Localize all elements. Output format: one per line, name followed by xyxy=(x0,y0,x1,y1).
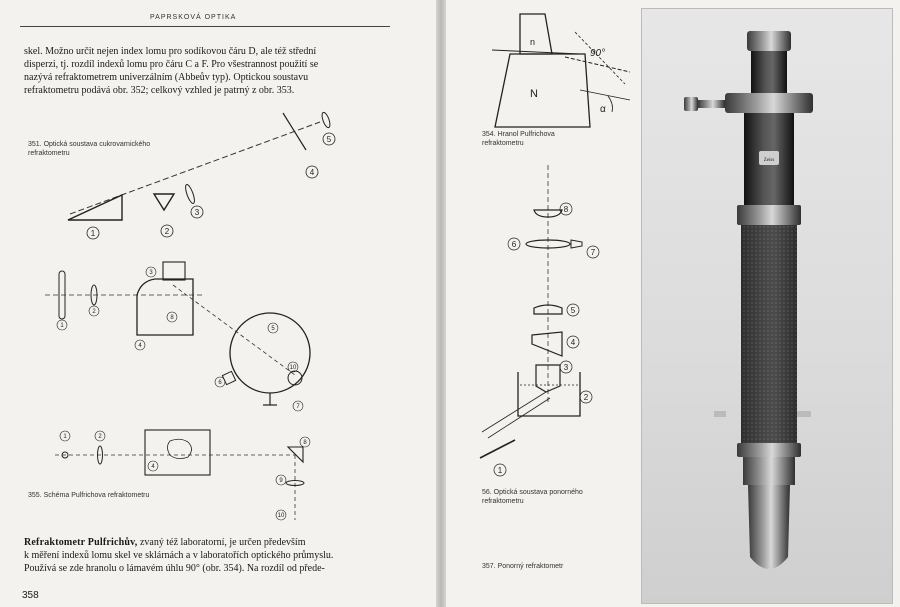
refractometer-illustration xyxy=(642,9,893,604)
left-pin xyxy=(714,411,726,417)
prism-1 xyxy=(68,195,122,220)
side-knob-shaft xyxy=(698,100,725,108)
label-9: 9 xyxy=(279,478,283,484)
bottom-paragraph-text: zvaný též laboratorní, je určen především xyxy=(139,537,306,548)
label-8: 8 xyxy=(563,205,569,214)
label-6: 6 xyxy=(218,380,222,386)
caption-line: refraktometru xyxy=(482,140,524,147)
bottom-paragraph xyxy=(24,536,389,575)
label-angle: 90° xyxy=(590,48,606,59)
caption-fig357: 357. Ponorný refraktometr xyxy=(482,563,564,570)
prism-N xyxy=(137,279,193,335)
top-paragraph-line: nazývá refraktometrem univerzálním (Abbeův typ). Optickou soustavu xyxy=(24,72,309,83)
reflecting-prism xyxy=(288,447,303,462)
page-number: 358 xyxy=(22,590,39,601)
mid-ring xyxy=(737,205,801,225)
caption-line: refraktometru xyxy=(482,498,524,505)
label-1: 1 xyxy=(90,229,96,238)
header-rule xyxy=(20,26,390,27)
prism-2 xyxy=(154,194,174,210)
eyepiece-cap xyxy=(747,31,791,51)
running-head: PAPRSKOVÁ OPTIKA xyxy=(150,14,237,21)
caption-fig355: 355. Schéma Pulfrichova refraktometru xyxy=(28,492,150,499)
prism-tip xyxy=(748,485,790,569)
figure-354 xyxy=(490,12,635,127)
label-10: 10 xyxy=(289,365,297,371)
label-2: 2 xyxy=(92,309,96,315)
optical-axis xyxy=(173,285,295,375)
label-N: N xyxy=(530,88,538,100)
right-pin xyxy=(797,411,811,417)
ray xyxy=(565,57,630,72)
top-paragraph xyxy=(24,45,389,97)
figure-356 xyxy=(470,160,635,480)
book-gutter xyxy=(436,0,446,607)
lower-body xyxy=(743,457,795,485)
label-6: 6 xyxy=(511,240,517,249)
sample-n xyxy=(520,14,552,54)
label-1: 1 xyxy=(497,466,503,475)
alpha-arc xyxy=(608,96,613,112)
prism-N xyxy=(495,54,590,127)
figure-352 xyxy=(45,255,325,415)
prism-4 xyxy=(532,332,562,356)
label-5: 5 xyxy=(326,135,332,144)
ray xyxy=(488,398,550,438)
label-3: 3 xyxy=(194,208,200,217)
eyepiece-tube xyxy=(751,51,787,93)
knob-6 xyxy=(222,371,235,384)
beaker xyxy=(518,372,580,416)
caption-line: 351. Optická soustava cukrovarnického xyxy=(28,141,151,148)
caption-line: refraktometru xyxy=(28,150,70,157)
top-paragraph-line: disperzi, tj. rozdíl indexů lomu pro čáru C a F. Pro všestrannost použití se xyxy=(24,59,319,70)
label-alpha: α xyxy=(600,104,606,115)
caption-fig356 xyxy=(482,488,583,506)
mirror-1 xyxy=(480,440,515,458)
label-10: 10 xyxy=(277,513,285,519)
figure-351 xyxy=(50,110,350,250)
side-knob xyxy=(684,97,698,111)
ray xyxy=(482,392,546,432)
label-1: 1 xyxy=(60,323,64,329)
figure-355 xyxy=(55,425,325,525)
measuring-disc xyxy=(230,313,310,393)
label-2: 2 xyxy=(98,434,102,440)
label-2: 2 xyxy=(583,393,589,402)
top-paragraph-line: refraktometru podává obr. 352; celkový vzhled je patrný z obr. 353. xyxy=(24,85,295,96)
label-5: 5 xyxy=(271,326,275,332)
top-paragraph-line: skel. Možno určit nejen index lomu pro sodíkovou čáru D, ale též střední xyxy=(24,46,317,57)
label-4: 4 xyxy=(570,338,576,347)
label-1: 1 xyxy=(63,434,67,440)
label-5: 5 xyxy=(570,306,576,315)
label-7: 7 xyxy=(296,404,300,410)
label-3: 3 xyxy=(563,363,569,372)
label-4: 4 xyxy=(309,168,315,177)
label-7: 7 xyxy=(590,248,596,257)
photo-immersion-refractometer xyxy=(641,8,893,604)
caption-line: 56. Optická soustava ponorného xyxy=(482,489,583,496)
knob-7 xyxy=(571,240,582,248)
caption-line: 354. Hranol Pulfrichova xyxy=(482,131,555,138)
label-n: n xyxy=(530,37,536,47)
lens-5 xyxy=(320,111,331,128)
caption-fig354 xyxy=(482,130,555,148)
label-2: 2 xyxy=(164,227,170,236)
collar xyxy=(725,93,813,113)
lower-ring xyxy=(737,443,801,457)
sample xyxy=(168,439,192,458)
lens-3 xyxy=(184,184,196,205)
prism-block xyxy=(145,430,210,475)
bottom-paragraph-line xyxy=(24,536,389,549)
label-8: 8 xyxy=(303,440,307,446)
label-4: 4 xyxy=(151,464,155,470)
eyepiece xyxy=(288,371,302,385)
paragraph-lead: Refraktometr Pulfrichův, xyxy=(24,537,138,548)
mirror xyxy=(283,113,306,150)
label-4: 4 xyxy=(138,343,142,349)
bottom-paragraph-line: k měření indexů lomu skel ve sklárnách a v laboratořích optického průmyslu. xyxy=(24,550,334,561)
bottom-paragraph-line: Používá se zde hranolu o lámavém úhlu 90° (obr. 354). Na rozdíl od přede- xyxy=(24,563,325,574)
brand-badge-text: Zeiss xyxy=(763,158,775,163)
label-3: 3 xyxy=(149,270,153,276)
label-8: 8 xyxy=(170,315,174,321)
sample-block xyxy=(163,262,185,280)
